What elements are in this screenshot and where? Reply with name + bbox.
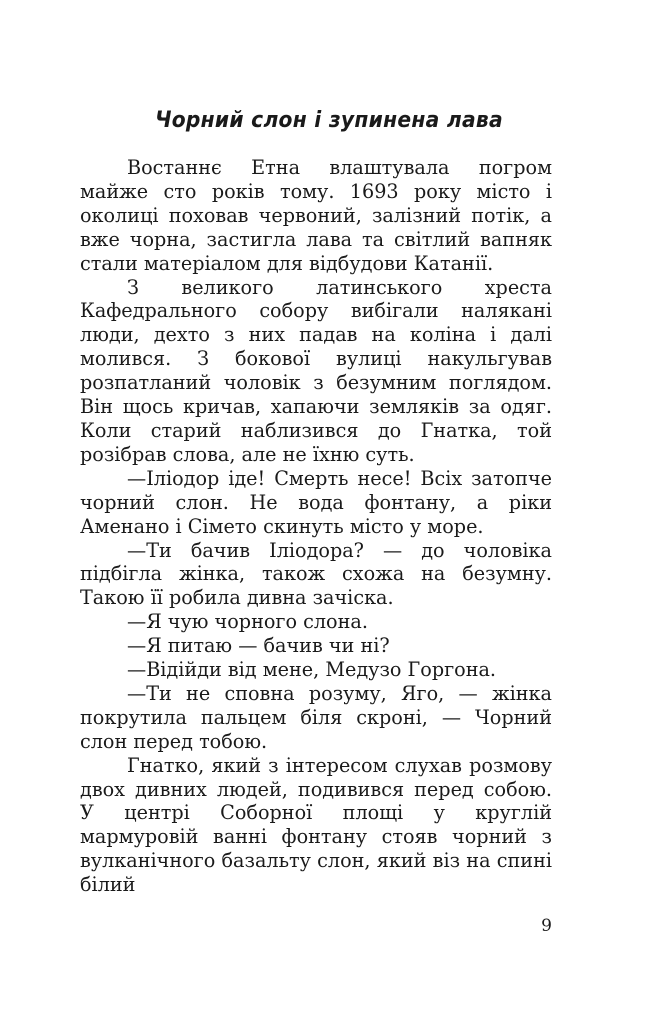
- paragraph: —Відійди від мене, Медузо Горгона.: [127, 658, 497, 682]
- page-number: 9: [541, 916, 552, 936]
- paragraph: Гнатко, який з інтересом слухав розмову двох дивних людей, подивився перед собою. У центрі Соборної площі у круглій мармуровій ванні фонтану стояв чорний з вулканічного базальту слон, який віз на спині білий: [80, 753, 552, 897]
- paragraph: —Я питаю — бачив чи ні?: [127, 634, 390, 658]
- paragraph: Востаннє Етна влаштувала погром майже сто років тому. 1693 року місто і околиці поховав червоний, залізний потік, а вже чорна, застигла лава та світлий вапняк стали матеріалом для відбудови Катанії.: [80, 156, 552, 275]
- paragraph: З великого латинського хреста Кафедрального собору вибігали налякані люди, дехто з них падав на коліна і далі молився. З бокової вулиці накульгував розпатланий чоловік з безумним поглядом. Він щось кричав, хапаючи земляків за одяг. Коли старий наблизився до Гнатка, той розібрав слова, але не їхню суть.: [80, 275, 552, 466]
- body-text: [80, 156, 552, 897]
- paragraph: —Ти не сповна розуму, Яго, — жінка покрутила пальцем біля скроні, — Чорний слон перед тобою.: [80, 681, 552, 753]
- chapter-title: Чорний слон і зупинена лава: [155, 108, 503, 133]
- paragraph: —Іліодор іде! Смерть несе! Всіх затопче чорний слон. Не вода фонтану, а ріки Аменано і Сімето скинуть місто у море.: [80, 466, 552, 538]
- paragraph: —Ти бачив Іліодора? — до чоловіка підбігла жінка, також схожа на безумну. Такою її робила дивна зачіска.: [80, 538, 552, 610]
- paragraph: —Я чую чорного слона.: [127, 610, 368, 634]
